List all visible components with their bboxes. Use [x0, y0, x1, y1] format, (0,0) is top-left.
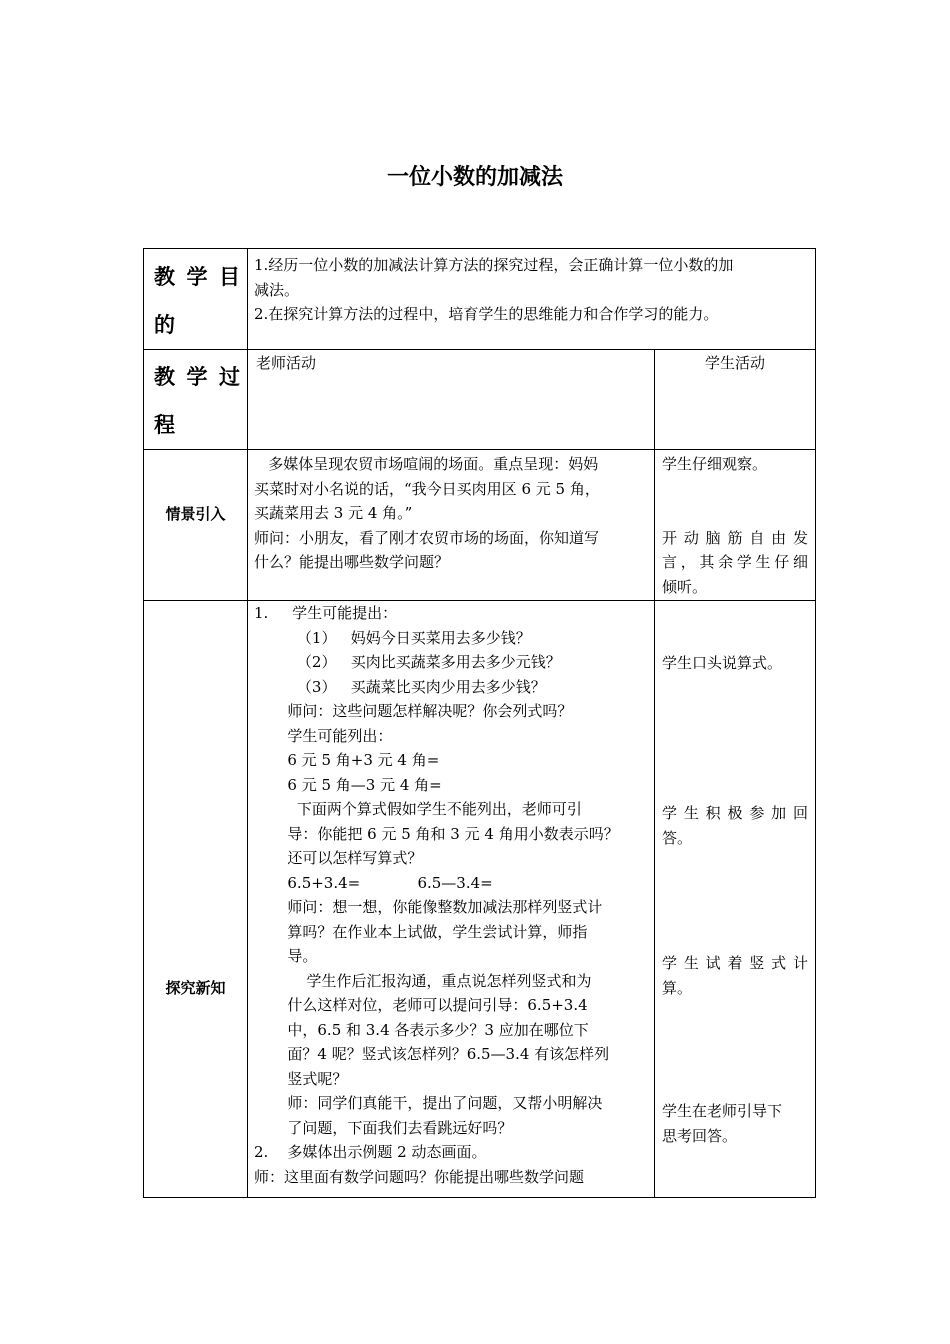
lesson-plan-table [143, 248, 816, 1198]
explore-teacher-line: 导：你能把 6 元 5 角和 3 元 4 角用小数表示吗？ [254, 824, 619, 843]
intro-teacher-line: 什么？能提出哪些数学问题？ [254, 553, 450, 571]
column-divider [247, 249, 248, 1197]
explore-teacher-line: 学生可能列出： [254, 726, 393, 745]
explore-teacher-line: 竖式呢？ [254, 1069, 348, 1088]
row-divider [144, 449, 815, 450]
intro-student-line: 开动脑筋自由发 [662, 528, 808, 547]
objective-label [154, 253, 240, 349]
process-label-line1: 教 学 过 [154, 365, 240, 389]
intro-student-line: 言，其余学生仔细 [662, 553, 808, 571]
explore-teacher-line: （3） 买蔬菜比买肉少用去多少钱？ [254, 677, 546, 696]
explore-teacher-line: 了问题，下面我们去看跳远好吗？ [254, 1118, 513, 1137]
explore-teacher-line: 师：同学们真能干，提出了问题，又帮小明解决 [254, 1094, 603, 1112]
process-label [154, 353, 240, 449]
explore-teacher-line: 算吗？在作业本上试做，学生尝试计算，师指 [254, 922, 588, 941]
intro-teacher-line: 买蔬菜用去 3 元 4 角。” [254, 504, 413, 522]
explore-teacher-line: 导。 [254, 947, 318, 965]
intro-teacher-line: 师问：小朋友，看了刚才农贸市场的场面，你知道写 [254, 528, 600, 547]
explore-student-line: 学生在老师引导下 [662, 1102, 783, 1120]
explore-teacher-line: 面？4 呢？竖式该怎样列？6.5—3.4 有该怎样列 [254, 1045, 610, 1063]
explore-teacher-line: 6 元 5 角—3 元 4 角= [254, 775, 442, 794]
student-activity-header: 学生活动 [704, 354, 765, 372]
explore-student-3 [662, 951, 808, 1000]
explore-teacher-line: 1. 学生可能提出： [254, 604, 398, 622]
intro-teacher-line: 多媒体呈现农贸市场喧闹的场面。重点呈现：妈妈 [254, 455, 599, 473]
objective-line: 1.经历一位小数的加减法计算方法的探究过程，会正确计算一位小数的加 [254, 256, 734, 274]
explore-label: 探究新知 [165, 979, 226, 997]
explore-teacher-line: 下面两个算式假如学生不能列出，老师可引 [254, 800, 582, 818]
intro-teacher [254, 452, 650, 575]
document-title: 一位小数的加减法 [386, 165, 563, 190]
explore-student-line: 学生口头说算式。 [662, 654, 783, 672]
explore-student-line: 答。 [662, 828, 693, 847]
explore-teacher-line: 学生作后汇报沟通，重点说怎样列竖式和为 [254, 971, 592, 990]
explore-teacher-line: 师：这里面有数学问题吗？你能提出哪些数学问题 [254, 1167, 585, 1186]
column-divider [654, 349, 655, 1197]
explore-teacher-line: （1） 妈妈今日买菜用去多少钱？ [254, 628, 531, 647]
intro-student-line: 倾听。 [662, 577, 708, 596]
teacher-activity-header: 老师活动 [256, 354, 317, 372]
intro-student [662, 452, 808, 599]
explore-teacher-line: 什么这样对位，老师可以提问引导：6.5+3.4 [254, 996, 588, 1014]
process-label-line2: 程 [154, 413, 175, 437]
objective-label-line1: 教 学 目 [154, 265, 240, 289]
objective-line: 2.在探究计算方法的过程中，培育学生的思维能力和合作学习的能力。 [254, 305, 719, 323]
explore-student-line: 思考回答。 [662, 1126, 738, 1145]
explore-teacher-line: （2） 买肉比买蔬菜多用去多少元钱？ [254, 653, 561, 671]
explore-teacher-line: 还可以怎样写算式？ [254, 849, 423, 867]
intro-student-line: 学生仔细观察。 [662, 455, 768, 473]
explore-teacher-line: 师问：这些问题怎样解决呢？你会列式吗？ [254, 702, 573, 720]
explore-teacher-line: 6 元 5 角+3 元 4 角= [254, 751, 440, 769]
explore-teacher [254, 601, 652, 1189]
objective-content [254, 253, 810, 327]
explore-student-2 [662, 801, 808, 850]
explore-teacher-line: 2. 多媒体出示例题 2 动态画面。 [254, 1143, 487, 1161]
objective-line: 减法。 [254, 280, 300, 299]
explore-student-line: 学生试着竖式计 [662, 954, 808, 972]
objective-label-line2: 的 [154, 313, 175, 337]
row-divider [144, 349, 815, 350]
explore-student-1 [662, 651, 808, 676]
explore-student-4 [662, 1099, 812, 1148]
explore-teacher-line: 师问：想一想，你能像整数加减法那样列竖式计 [254, 898, 603, 916]
intro-label: 情景引入 [165, 505, 226, 523]
explore-teacher-line: 6.5+3.4= 6.5—3.4= [254, 873, 493, 892]
explore-teacher-line: 中，6.5 和 3.4 各表示多少？3 应加在哪位下 [254, 1020, 589, 1039]
explore-student-line: 学生积极参加回 [662, 804, 808, 822]
explore-student-line: 算。 [662, 978, 693, 997]
intro-teacher-line: 买菜时对小名说的话，“我今日买肉用区 6 元 5 角， [254, 479, 600, 498]
